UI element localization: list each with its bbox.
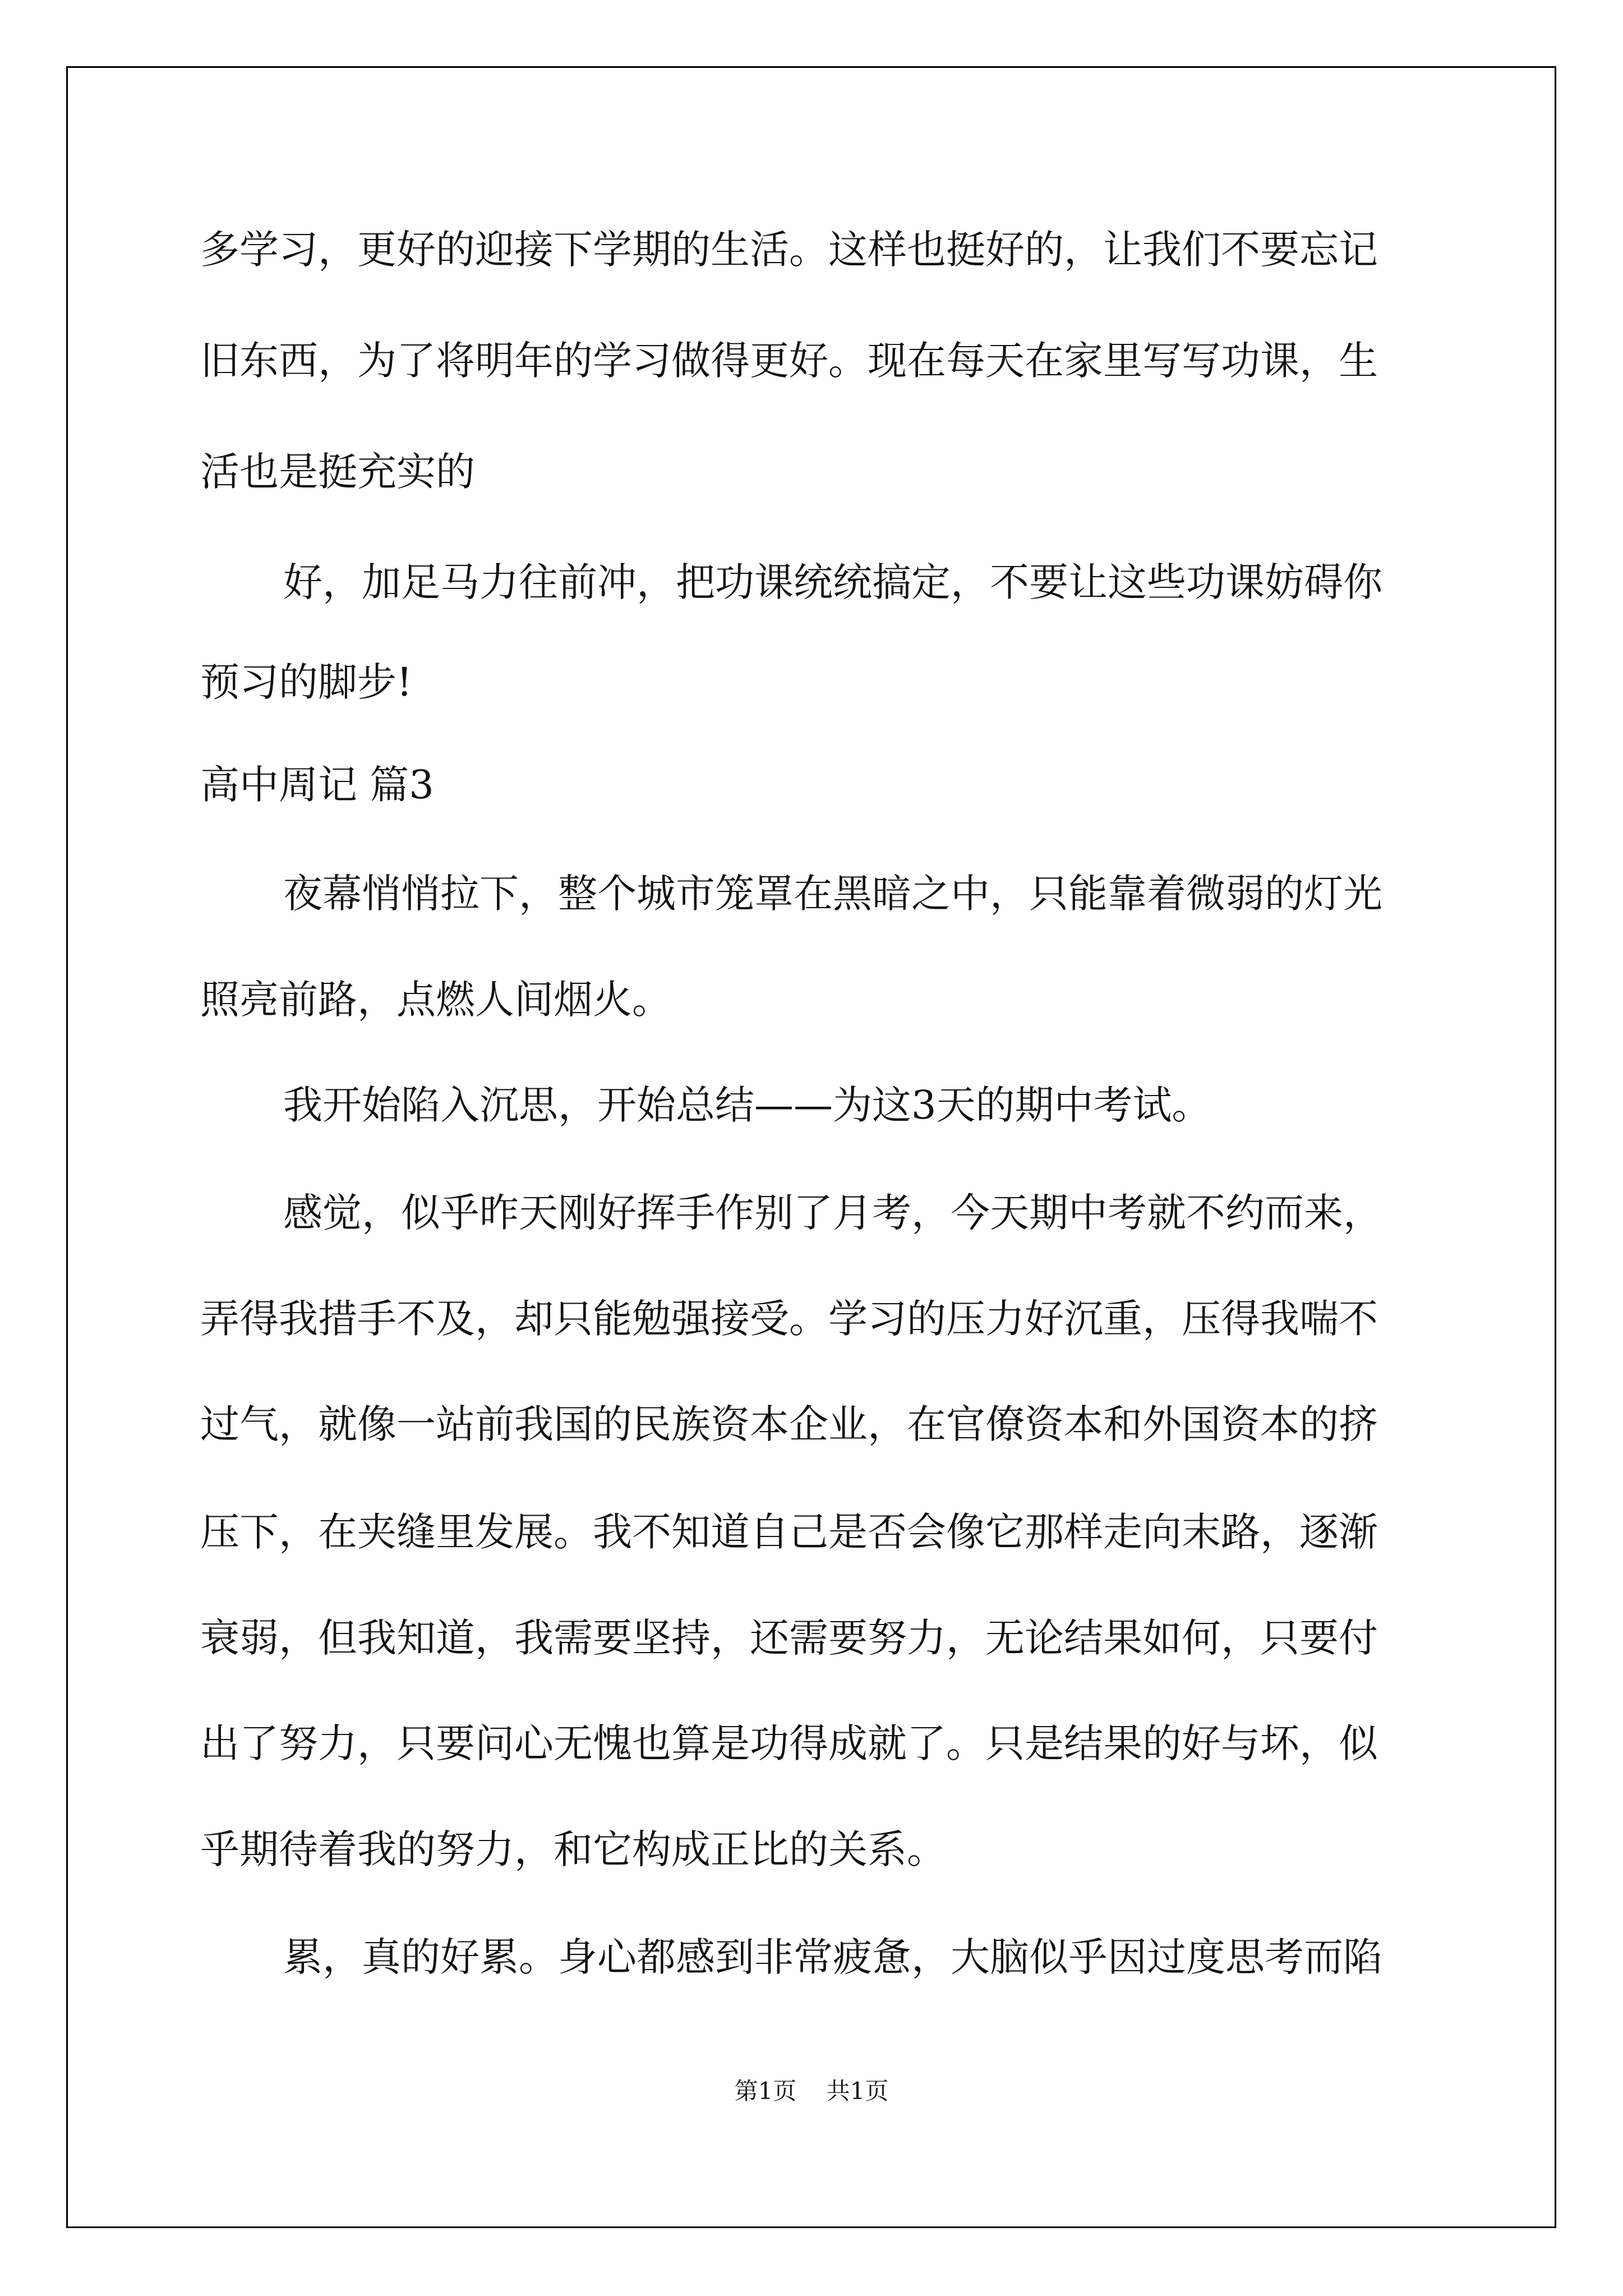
text-line: 我开始陷入沉思，开始总结——为这3天的期中考试。 <box>283 1082 1211 1128</box>
text-line: 好，加足马力往前冲，把功课统统搞定，不要让这些功课妨碍你 <box>283 559 1382 605</box>
text-line: 衰弱，但我知道，我需要坚持，还需要努力，无论结果如何，只要付 <box>200 1615 1378 1661</box>
text-line: 感觉，似乎昨天刚好挥手作别了月考，今天期中考就不约而来， <box>283 1190 1382 1236</box>
text-line: 多学习，更好的迎接下学期的生活。这样也挺好的，让我们不要忘记 <box>200 227 1378 273</box>
page-number: 第1页 共1页 <box>734 2077 889 2105</box>
text-line: 预习的脚步! <box>200 659 413 705</box>
text-line: 旧东西，为了将明年的学习做得更好。现在每天在家里写写功课，生 <box>200 338 1378 384</box>
text-line: 累，真的好累。身心都感到非常疲惫，大脑似乎因过度思考而陷 <box>283 1934 1382 1980</box>
text-line: 夜幕悄悄拉下，整个城市笼罩在黑暗之中，只能靠着微弱的灯光 <box>283 871 1382 917</box>
page-border <box>66 66 1556 2228</box>
text-line: 出了努力，只要问心无愧也算是功得成就了。只是结果的好与坏，似 <box>200 1720 1378 1766</box>
text-line: 过气，就像一站前我国的民族资本企业，在官僚资本和外国资本的挤 <box>200 1401 1378 1447</box>
text-line: 照亮前路，点燃人间烟火。 <box>200 977 671 1023</box>
text-line: 活也是挺充实的 <box>200 449 475 495</box>
page-footer <box>0 2079 1623 2103</box>
text-line: 弄得我措手不及，却只能勉强接受。学习的压力好沉重，压得我喘不 <box>200 1296 1378 1342</box>
text-line: 乎期待着我的努力，和它构成正比的关系。 <box>200 1826 946 1872</box>
text-line: 压下，在夹缝里发展。我不知道自己是否会像它那样走向末路，逐渐 <box>200 1509 1378 1555</box>
section-heading: 高中周记 篇3 <box>200 762 434 808</box>
